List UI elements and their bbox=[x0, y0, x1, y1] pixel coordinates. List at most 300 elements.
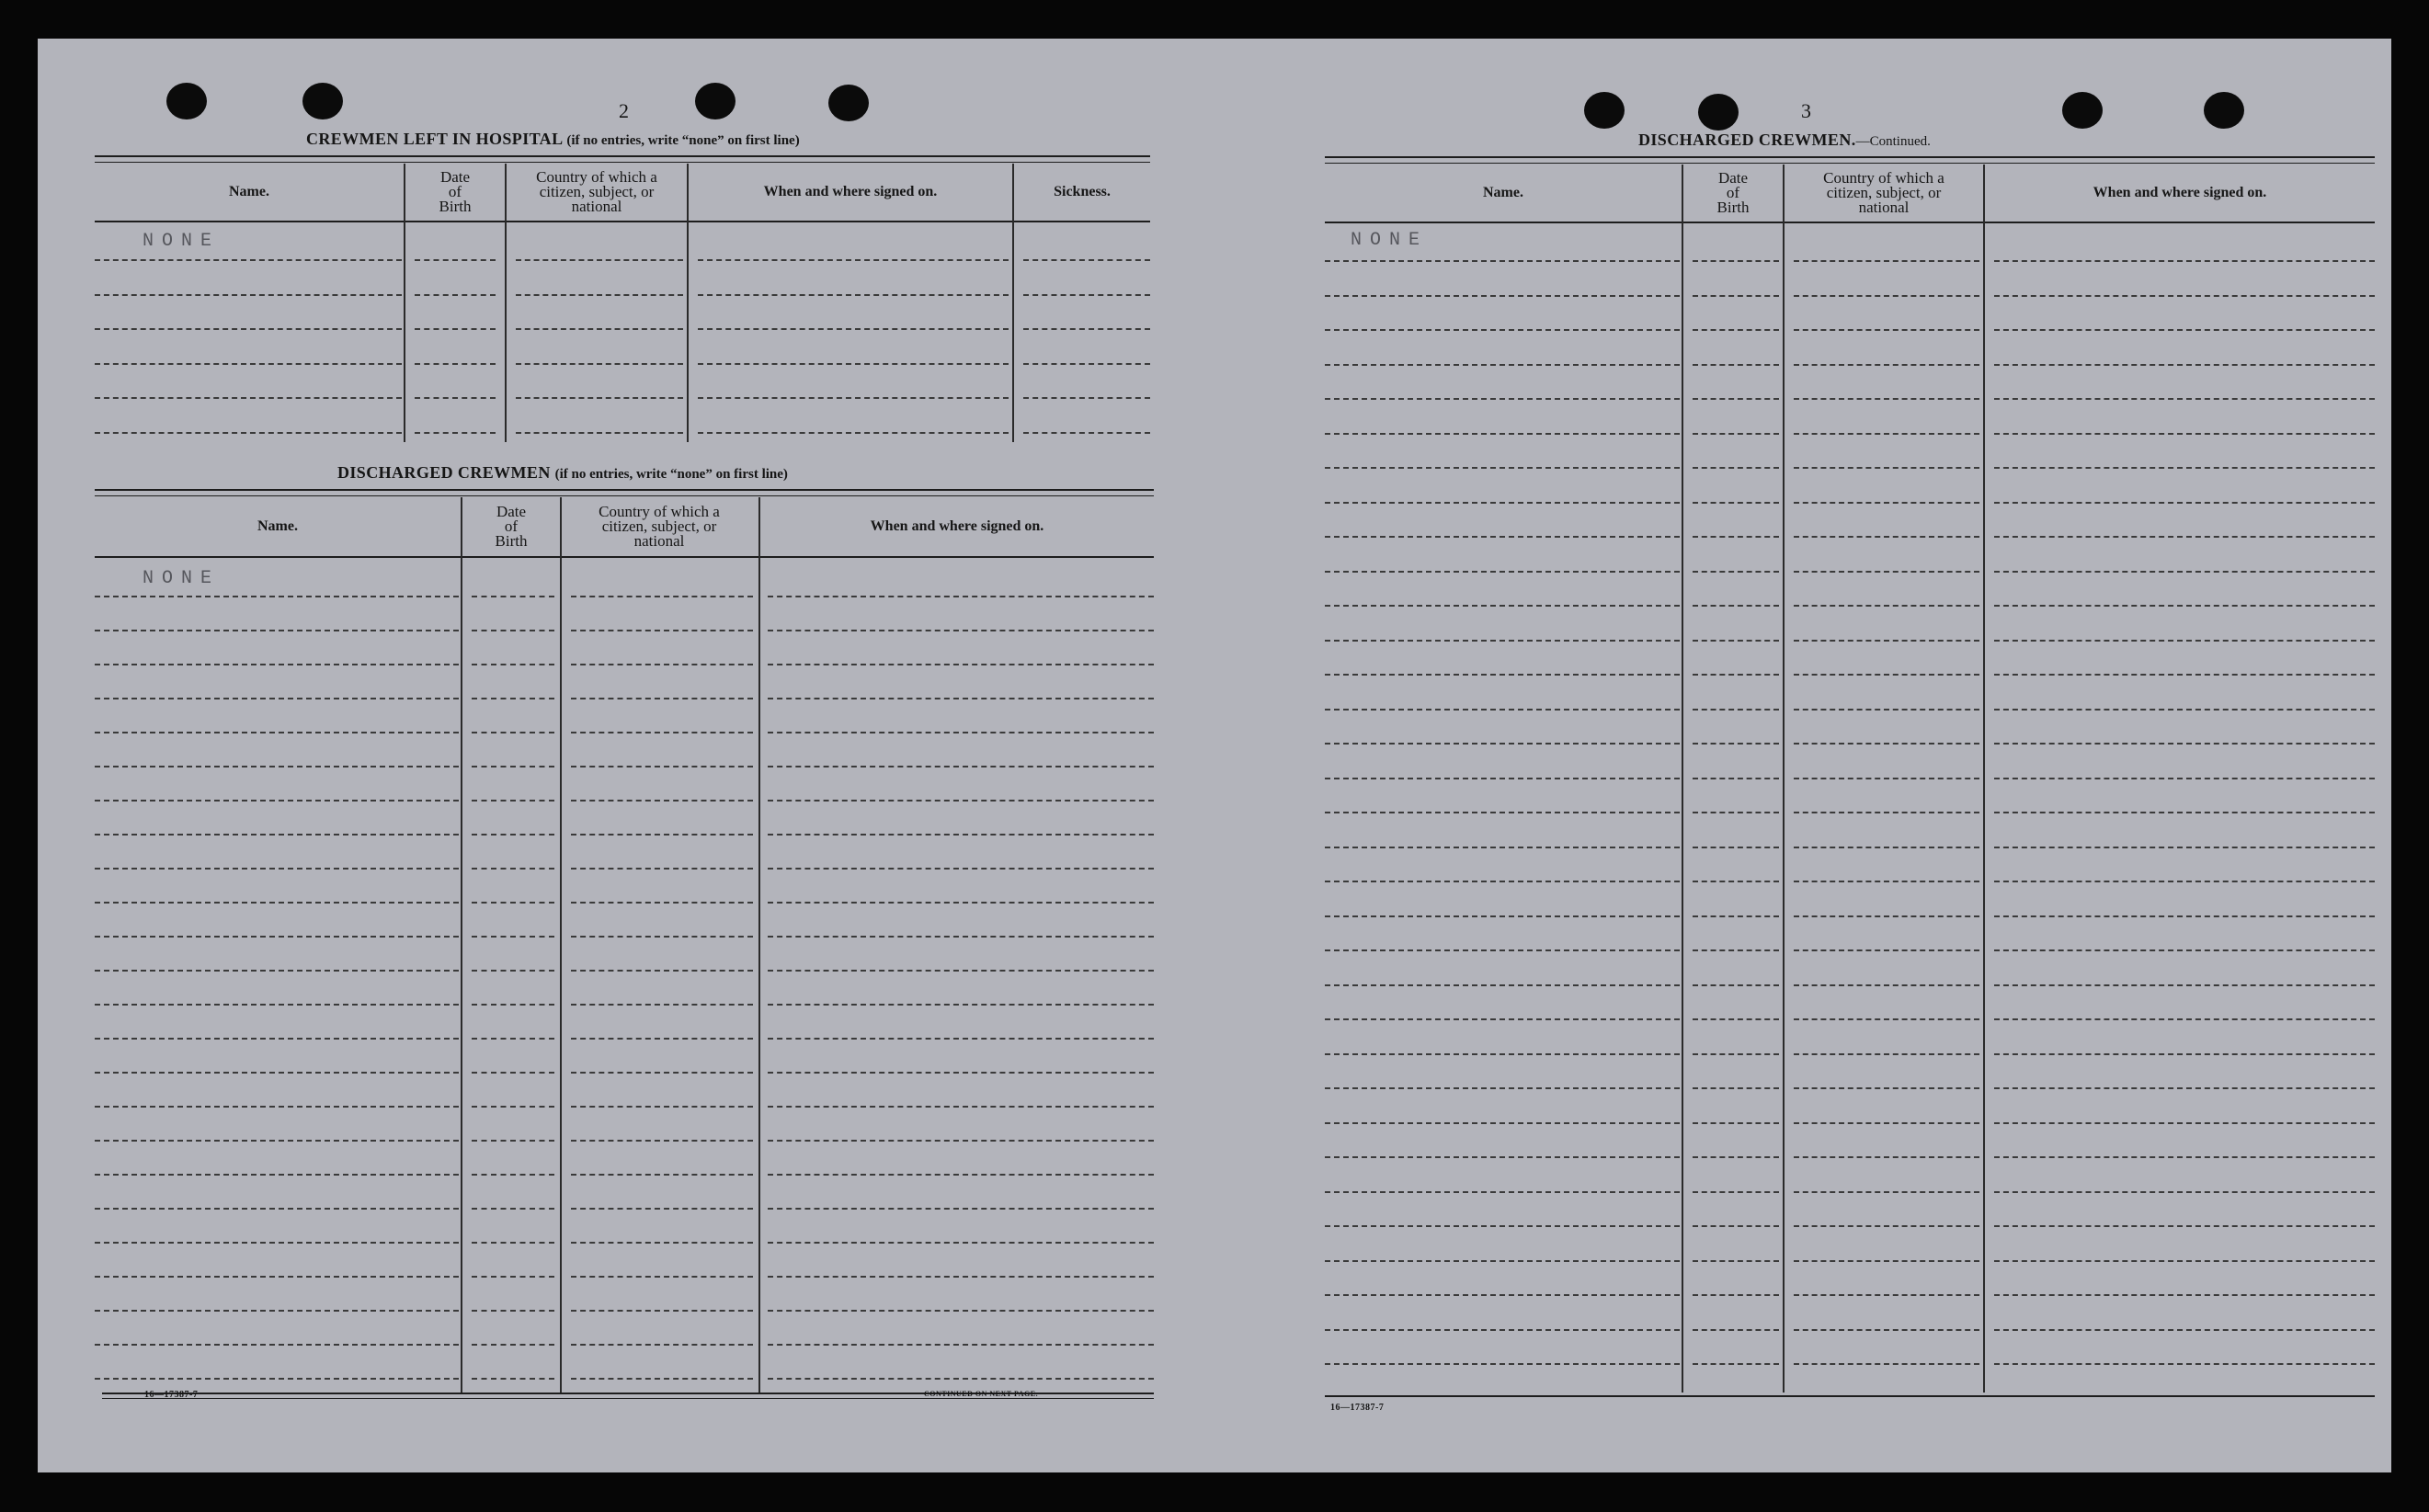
ruled-line bbox=[1794, 1260, 1979, 1262]
ruled-line bbox=[698, 363, 1009, 365]
ruled-line bbox=[1693, 536, 1779, 538]
ruled-line bbox=[1994, 1225, 2375, 1227]
punch-hole bbox=[2062, 92, 2103, 129]
ruled-line bbox=[1794, 295, 1979, 297]
ruled-line bbox=[1794, 433, 1979, 435]
ruled-line bbox=[516, 397, 683, 399]
col-header-when-where: When and where signed on. bbox=[763, 184, 938, 199]
ruled-line bbox=[1325, 1260, 1680, 1262]
ruled-line bbox=[1325, 1191, 1680, 1193]
ruled-line bbox=[1994, 1294, 2375, 1296]
ruled-line bbox=[768, 1004, 1154, 1006]
ruled-line bbox=[1693, 1363, 1779, 1365]
ruled-line bbox=[1794, 847, 1979, 848]
ruled-line bbox=[472, 1378, 554, 1380]
ruled-line bbox=[1693, 812, 1779, 813]
ruled-line bbox=[1994, 1087, 2375, 1089]
section-title-hospital bbox=[306, 130, 800, 149]
ruled-line bbox=[571, 1004, 753, 1006]
ruled-line bbox=[95, 432, 402, 434]
right-page bbox=[1233, 39, 2391, 1472]
punch-hole bbox=[166, 83, 207, 119]
ruled-line bbox=[95, 363, 402, 365]
ruled-line bbox=[1794, 502, 1979, 504]
col-header-country: Country of which a citizen, subject, or national bbox=[1823, 169, 1944, 216]
ruled-line bbox=[1994, 398, 2375, 400]
col-header-when-where: When and where signed on. bbox=[2093, 185, 2267, 200]
ruled-line bbox=[1325, 1363, 1680, 1365]
ruled-line bbox=[1994, 295, 2375, 297]
ruled-line bbox=[1325, 1294, 1680, 1296]
ruled-line bbox=[415, 259, 496, 261]
ruled-line bbox=[1325, 881, 1680, 882]
ruled-line bbox=[1794, 674, 1979, 676]
ruled-line bbox=[698, 259, 1009, 261]
ruled-line bbox=[1994, 847, 2375, 848]
punch-hole bbox=[1584, 92, 1625, 129]
ruled-line bbox=[1794, 605, 1979, 607]
ruled-line bbox=[472, 1242, 554, 1244]
ruled-line bbox=[768, 698, 1154, 699]
ruled-line bbox=[415, 294, 496, 296]
ruled-line bbox=[571, 630, 753, 631]
ruled-line bbox=[571, 1072, 753, 1074]
ruled-line bbox=[571, 766, 753, 767]
ruled-line bbox=[95, 664, 459, 665]
ruled-line bbox=[1023, 294, 1150, 296]
ruled-line bbox=[768, 1242, 1154, 1244]
ruled-line bbox=[1693, 709, 1779, 711]
ruled-line bbox=[472, 766, 554, 767]
ruled-line bbox=[698, 432, 1009, 434]
ruled-line bbox=[472, 596, 554, 597]
ruled-line bbox=[571, 596, 753, 597]
ruled-line bbox=[1994, 709, 2375, 711]
name-entry: NONE bbox=[1351, 230, 1429, 251]
ruled-line bbox=[472, 732, 554, 733]
ruled-line bbox=[1794, 467, 1979, 469]
ruled-line bbox=[1325, 640, 1680, 642]
punch-hole bbox=[828, 85, 869, 121]
page-number: 2 bbox=[619, 99, 629, 122]
ruled-line bbox=[571, 1038, 753, 1040]
name-entry: NONE bbox=[143, 568, 221, 589]
col-header-name: Name. bbox=[257, 518, 298, 534]
ruled-line bbox=[472, 1106, 554, 1108]
ruled-line bbox=[415, 397, 496, 399]
ruled-line bbox=[95, 259, 402, 261]
ruled-line bbox=[472, 1208, 554, 1210]
ruled-line bbox=[1693, 605, 1779, 607]
ruled-line bbox=[1693, 674, 1779, 676]
ruled-line bbox=[95, 328, 402, 330]
ruled-line bbox=[95, 294, 402, 296]
ruled-line bbox=[768, 630, 1154, 631]
ruled-line bbox=[95, 800, 459, 801]
ruled-line bbox=[1994, 467, 2375, 469]
ruled-line bbox=[571, 1242, 753, 1244]
col-header-name: Name. bbox=[229, 184, 269, 199]
ruled-line bbox=[1325, 364, 1680, 366]
ruled-line bbox=[1794, 1053, 1979, 1055]
ruled-line bbox=[1693, 329, 1779, 331]
name-entry: NONE bbox=[143, 231, 221, 252]
ruled-line bbox=[1693, 467, 1779, 469]
ruled-line bbox=[1994, 881, 2375, 882]
col-header-when-where: When and where signed on. bbox=[870, 518, 1044, 534]
ruled-line bbox=[472, 902, 554, 904]
ruled-line bbox=[95, 766, 459, 767]
ruled-line bbox=[95, 1310, 459, 1312]
ruled-line bbox=[95, 1378, 459, 1380]
ruled-line bbox=[698, 294, 1009, 296]
section-title-discharged-continued bbox=[1638, 131, 1931, 150]
punch-hole bbox=[302, 83, 343, 119]
ruled-line bbox=[1693, 949, 1779, 951]
ruled-line bbox=[571, 1378, 753, 1380]
ruled-line bbox=[1693, 295, 1779, 297]
ruled-line bbox=[95, 1038, 459, 1040]
ruled-line bbox=[571, 1140, 753, 1142]
ruled-line bbox=[1693, 260, 1779, 262]
ruled-line bbox=[1994, 1053, 2375, 1055]
ruled-line bbox=[768, 800, 1154, 801]
ruled-line bbox=[95, 902, 459, 904]
col-header-country: Country of which a citizen, subject, or national bbox=[536, 168, 657, 215]
col-header-date-of-birth: Date of Birth bbox=[439, 168, 472, 215]
ruled-line bbox=[1693, 1053, 1779, 1055]
ruled-line bbox=[1794, 949, 1979, 951]
ruled-line bbox=[95, 1344, 459, 1346]
ruled-line bbox=[1325, 398, 1680, 400]
ruled-line bbox=[768, 902, 1154, 904]
ruled-line bbox=[571, 1276, 753, 1278]
ruled-line bbox=[1693, 1087, 1779, 1089]
ruled-line bbox=[415, 363, 496, 365]
ruled-line bbox=[768, 1378, 1154, 1380]
ruled-line bbox=[768, 1174, 1154, 1176]
ruled-line bbox=[1325, 778, 1680, 779]
ruled-line bbox=[1693, 1191, 1779, 1193]
ruled-line bbox=[1023, 397, 1150, 399]
ruled-line bbox=[1325, 743, 1680, 745]
ruled-line bbox=[1325, 605, 1680, 607]
ruled-line bbox=[768, 766, 1154, 767]
ruled-line bbox=[1994, 1122, 2375, 1124]
ruled-line bbox=[1794, 1363, 1979, 1365]
ruled-line bbox=[1693, 778, 1779, 779]
ruled-line bbox=[95, 596, 459, 597]
ruled-line bbox=[1693, 847, 1779, 848]
ruled-line bbox=[1693, 1122, 1779, 1124]
ruled-line bbox=[472, 1174, 554, 1176]
ruled-line bbox=[1325, 295, 1680, 297]
ruled-line bbox=[472, 1310, 554, 1312]
ruled-line bbox=[1693, 881, 1779, 882]
ruled-line bbox=[95, 1242, 459, 1244]
ruled-line bbox=[1994, 1363, 2375, 1365]
ruled-line bbox=[1794, 260, 1979, 262]
ruled-line bbox=[1994, 260, 2375, 262]
ruled-line bbox=[516, 328, 683, 330]
ruled-line bbox=[95, 732, 459, 733]
ruled-line bbox=[1994, 536, 2375, 538]
ruled-line bbox=[1794, 812, 1979, 813]
discharged-table bbox=[95, 489, 1154, 1427]
ruled-line bbox=[1325, 329, 1680, 331]
ruled-line bbox=[1325, 467, 1680, 469]
ruled-line bbox=[1325, 571, 1680, 573]
punch-hole bbox=[695, 83, 736, 119]
ruled-line bbox=[95, 936, 459, 938]
ruled-line bbox=[1994, 674, 2375, 676]
ruled-line bbox=[1325, 674, 1680, 676]
ruled-line bbox=[1325, 984, 1680, 986]
ruled-line bbox=[1325, 536, 1680, 538]
ruled-line bbox=[1794, 743, 1979, 745]
ruled-line bbox=[472, 868, 554, 870]
ruled-line bbox=[768, 1276, 1154, 1278]
ruled-line bbox=[95, 397, 402, 399]
ruled-line bbox=[768, 1140, 1154, 1142]
ruled-line bbox=[1994, 915, 2375, 917]
ruled-line bbox=[768, 1072, 1154, 1074]
ruled-line bbox=[472, 936, 554, 938]
ruled-line bbox=[472, 1038, 554, 1040]
ruled-line bbox=[95, 630, 459, 631]
ruled-line bbox=[1994, 329, 2375, 331]
ruled-line bbox=[1325, 1156, 1680, 1158]
ruled-line bbox=[571, 936, 753, 938]
ruled-line bbox=[1794, 640, 1979, 642]
ruled-line bbox=[1023, 259, 1150, 261]
ruled-line bbox=[768, 1038, 1154, 1040]
ruled-line bbox=[1693, 1260, 1779, 1262]
ruled-line bbox=[472, 1072, 554, 1074]
discharged-continued-table bbox=[1325, 156, 2375, 1397]
ruled-line bbox=[768, 970, 1154, 972]
ruled-line bbox=[1994, 1260, 2375, 1262]
col-header-date-of-birth: Date of Birth bbox=[1716, 169, 1750, 216]
ruled-line bbox=[1994, 984, 2375, 986]
ruled-line bbox=[1794, 1087, 1979, 1089]
ruled-line bbox=[472, 698, 554, 699]
ruled-line bbox=[1325, 433, 1680, 435]
ruled-line bbox=[472, 630, 554, 631]
ruled-line bbox=[1994, 1191, 2375, 1193]
ruled-line bbox=[95, 1174, 459, 1176]
ruled-line bbox=[1794, 881, 1979, 882]
ruled-line bbox=[95, 970, 459, 972]
ruled-line bbox=[1794, 571, 1979, 573]
ruled-line bbox=[1994, 571, 2375, 573]
ruled-line bbox=[768, 868, 1154, 870]
ruled-line bbox=[1693, 433, 1779, 435]
punch-hole bbox=[2204, 92, 2244, 129]
ruled-line bbox=[1794, 1294, 1979, 1296]
ruled-line bbox=[1325, 260, 1680, 262]
ruled-line bbox=[95, 1106, 459, 1108]
ruled-line bbox=[1325, 915, 1680, 917]
ruled-line bbox=[1693, 1018, 1779, 1020]
ruled-line bbox=[1994, 640, 2375, 642]
col-header-sickness: Sickness. bbox=[1054, 184, 1111, 199]
ruled-line bbox=[472, 664, 554, 665]
discharged-title: DISCHARGED CREWMEN bbox=[337, 463, 551, 482]
ruled-line bbox=[768, 596, 1154, 597]
ruled-line bbox=[1794, 1191, 1979, 1193]
ruled-line bbox=[1693, 743, 1779, 745]
ruled-line bbox=[1794, 398, 1979, 400]
ruled-line bbox=[1994, 1329, 2375, 1331]
ruled-line bbox=[571, 902, 753, 904]
continued-note: CONTINUED ON NEXT PAGE. bbox=[924, 1390, 1039, 1398]
ruled-line bbox=[1994, 743, 2375, 745]
ruled-line bbox=[768, 1106, 1154, 1108]
col-header-country: Country of which a citizen, subject, or national bbox=[599, 503, 720, 550]
form-number: 16—17387-7 bbox=[144, 1390, 199, 1400]
ruled-line bbox=[1794, 1018, 1979, 1020]
hospital-table bbox=[95, 155, 1150, 477]
ruled-line bbox=[415, 328, 496, 330]
ruled-line bbox=[1794, 536, 1979, 538]
ruled-line bbox=[571, 868, 753, 870]
ruled-line bbox=[768, 1208, 1154, 1210]
ruled-line bbox=[516, 363, 683, 365]
ruled-line bbox=[571, 698, 753, 699]
discharged-continued-title: DISCHARGED CREWMEN. bbox=[1638, 131, 1856, 149]
ruled-line bbox=[698, 397, 1009, 399]
ruled-line bbox=[571, 1208, 753, 1210]
ruled-line bbox=[768, 732, 1154, 733]
ruled-line bbox=[1994, 778, 2375, 779]
ruled-line bbox=[571, 970, 753, 972]
ruled-line bbox=[571, 732, 753, 733]
document-scan bbox=[38, 39, 2391, 1472]
ruled-line bbox=[571, 1174, 753, 1176]
ruled-line bbox=[516, 294, 683, 296]
ruled-line bbox=[1325, 709, 1680, 711]
ruled-line bbox=[1325, 1018, 1680, 1020]
ruled-line bbox=[768, 834, 1154, 836]
ruled-line bbox=[1325, 1053, 1680, 1055]
ruled-line bbox=[1325, 1225, 1680, 1227]
ruled-line bbox=[1994, 1156, 2375, 1158]
ruled-line bbox=[1325, 847, 1680, 848]
ruled-line bbox=[95, 1140, 459, 1142]
ruled-line bbox=[1693, 984, 1779, 986]
ruled-line bbox=[571, 1106, 753, 1108]
ruled-line bbox=[516, 432, 683, 434]
ruled-line bbox=[1693, 640, 1779, 642]
ruled-line bbox=[1794, 915, 1979, 917]
ruled-line bbox=[1023, 328, 1150, 330]
ruled-line bbox=[472, 970, 554, 972]
ruled-line bbox=[1693, 364, 1779, 366]
ruled-line bbox=[571, 834, 753, 836]
ruled-line bbox=[1794, 984, 1979, 986]
ruled-line bbox=[768, 1344, 1154, 1346]
ruled-line bbox=[415, 432, 496, 434]
ruled-line bbox=[1994, 502, 2375, 504]
ruled-line bbox=[472, 1140, 554, 1142]
ruled-line bbox=[1693, 1294, 1779, 1296]
ruled-line bbox=[1325, 502, 1680, 504]
ruled-line bbox=[95, 834, 459, 836]
ruled-line bbox=[1794, 709, 1979, 711]
hospital-title: CREWMEN LEFT IN HOSPITAL bbox=[306, 130, 563, 148]
ruled-line bbox=[472, 834, 554, 836]
ruled-line bbox=[95, 1072, 459, 1074]
ruled-line bbox=[1794, 778, 1979, 779]
ruled-line bbox=[95, 868, 459, 870]
ruled-line bbox=[1693, 1225, 1779, 1227]
ruled-line bbox=[1794, 1225, 1979, 1227]
section-title-discharged bbox=[337, 463, 788, 483]
col-header-date-of-birth: Date of Birth bbox=[495, 503, 528, 550]
ruled-line bbox=[1325, 1087, 1680, 1089]
ruled-line bbox=[571, 1310, 753, 1312]
ruled-line bbox=[1693, 571, 1779, 573]
discharged-note: (if no entries, write “none” on first line) bbox=[554, 467, 788, 482]
ruled-line bbox=[1794, 329, 1979, 331]
ruled-line bbox=[768, 664, 1154, 665]
ruled-line bbox=[1794, 1329, 1979, 1331]
ruled-line bbox=[1023, 432, 1150, 434]
ruled-line bbox=[1994, 1018, 2375, 1020]
punch-hole bbox=[1698, 94, 1739, 131]
ruled-line bbox=[1325, 949, 1680, 951]
ruled-line bbox=[768, 1310, 1154, 1312]
ruled-line bbox=[472, 800, 554, 801]
ruled-line bbox=[516, 259, 683, 261]
ruled-line bbox=[1994, 364, 2375, 366]
ruled-line bbox=[95, 1208, 459, 1210]
ruled-line bbox=[1693, 915, 1779, 917]
ruled-line bbox=[95, 1004, 459, 1006]
ruled-line bbox=[1325, 1122, 1680, 1124]
col-header-name: Name. bbox=[1483, 185, 1523, 200]
ruled-line bbox=[1325, 1329, 1680, 1331]
ruled-line bbox=[1994, 433, 2375, 435]
ruled-line bbox=[768, 936, 1154, 938]
ruled-line bbox=[472, 1276, 554, 1278]
ruled-line bbox=[1994, 812, 2375, 813]
ruled-line bbox=[571, 1344, 753, 1346]
ruled-line bbox=[1325, 812, 1680, 813]
ruled-line bbox=[95, 698, 459, 699]
ruled-line bbox=[1794, 1156, 1979, 1158]
ruled-line bbox=[571, 664, 753, 665]
page-number: 3 bbox=[1801, 99, 1811, 122]
ruled-line bbox=[1794, 364, 1979, 366]
ruled-line bbox=[571, 800, 753, 801]
hospital-note: (if no entries, write “none” on first line) bbox=[566, 133, 800, 148]
ruled-line bbox=[1693, 502, 1779, 504]
ruled-line bbox=[1693, 1329, 1779, 1331]
ruled-line bbox=[1794, 1122, 1979, 1124]
ruled-line bbox=[472, 1004, 554, 1006]
continued-suffix: —Continued. bbox=[1855, 134, 1931, 149]
ruled-line bbox=[698, 328, 1009, 330]
ruled-line bbox=[1994, 605, 2375, 607]
ruled-line bbox=[1994, 949, 2375, 951]
ruled-line bbox=[1693, 398, 1779, 400]
ruled-line bbox=[472, 1344, 554, 1346]
ruled-line bbox=[1693, 1156, 1779, 1158]
ruled-line bbox=[1023, 363, 1150, 365]
form-number: 16—17387-7 bbox=[1330, 1403, 1385, 1413]
